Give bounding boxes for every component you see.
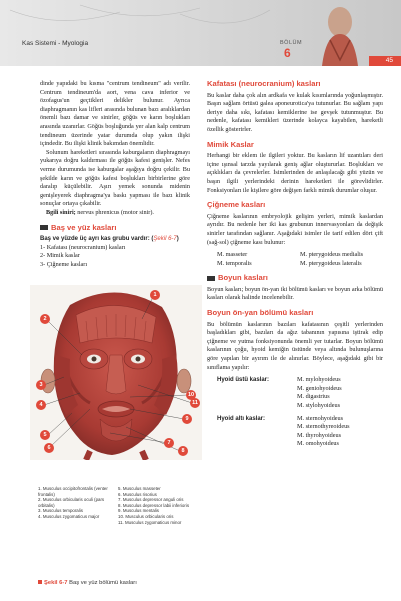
right-column [207, 80, 383, 449]
list-item: M. sternohyoideus [297, 414, 344, 422]
caption-figure-number: Şekil 6-7 [44, 580, 68, 586]
section-head-chewing: Çiğneme kasları [207, 200, 266, 210]
group-intro [40, 235, 190, 244]
list-item: M. mylohyoideus [297, 376, 341, 384]
header-anatomy-art [0, 0, 401, 66]
legend-item: 1. Musculus occipitofrontalis (venter frontalis) [38, 486, 108, 497]
section-head-neck-front: Boyun ön-yan bölümü kasları [207, 308, 314, 318]
callout-8: 8 [178, 446, 188, 456]
hyoid-bottom-label: Hyoid altı kaslar: [217, 415, 266, 422]
callout-10: 10 [187, 392, 195, 398]
list-item: M. digastrius [297, 393, 330, 401]
callout-4: 4 [36, 400, 46, 410]
list-item: M. pterygoideus medialis [300, 251, 364, 259]
list-item: M. pterygoideus lateralis [300, 259, 362, 267]
caption-text: Baş ve yüz bölümü kasları [67, 580, 137, 586]
list-item: M. thyrohyoideus [297, 431, 341, 439]
group-intro-end: ) [176, 236, 179, 243]
callout-5: 5 [40, 430, 50, 440]
header-title: Kas Sistemi - Myologia [22, 40, 89, 47]
mimic-text: Herhangi bir eklem ile ilgileri yoktur. Bu kasların lif uzantıları deri içine ışınsal tarzda yayılarak geniş ağlar oluştururlar. Boşlukları ve açıklıkları da çevrelerler. İsimlerinden de anlaşılacağı gibi yüzün ve başın ilgili yerlerindeki derinin hareketleri ile görevlidirler. Fonksiyonları ile kişilere göre değişen farklı mimik durumlar oluşur. [207, 152, 383, 194]
section-head-neck: Boyun kasları [207, 274, 383, 283]
legend-item: 4. Musculus zygomaticus major [38, 513, 100, 519]
page-header [0, 0, 401, 66]
section-head-mimic: Mimik Kaslar [207, 139, 254, 149]
page-number: 45 [385, 57, 393, 64]
callout-7: 7 [164, 438, 174, 448]
figure-ref-link[interactable]: Şekil 6-7 [153, 236, 177, 243]
section-head-neurocranium: Kafatası (neurocranium) kasları [207, 79, 321, 88]
face-muscles-figure [30, 285, 202, 460]
diaphragm-paragraph-2: Solunum hareketleri sırasında kaburgaların diaphragmayı yukarıya doğru kaldırması ile göğüs kafesi genişler. Nefes verme durumunda ise kaburgalar aşağıya doğru çekilir. Bu şekilde karın ve göğüs kafesi boşlukları birbirlerine göre daralıp küçülebilir. Aşırı yemek sonunda midenin genişleyerek diaphragma'ya baskı yapması ile bazı klinik sonuçlar ortaya çıkabilir. [40, 148, 190, 208]
legend-item: 9. Musculus mentalis [118, 508, 159, 514]
neck-text: Boyun kasları; boyun ön-yan iki bölümü kasları ve boyun arka bölümü kasları olarak halinde incelenebilir. [207, 285, 383, 302]
list-item: 2- Mimik kaslar [40, 252, 80, 260]
section-head-muscles: Baş ve yüz kasları [40, 224, 190, 233]
face-muscles-illustration [30, 285, 202, 460]
neck-front-text: Bu bölümün kaslarının bazıları kafatasının çeşitli yerlerinden başladıkları gibi, bazıları da ağız tabanının yapısına iştirak edip çiğneme ve yutma fonksiyonunda önemli yer tutarlar. Boyun bölümü kaslarının çoğu, hyoid kemiğin üstünde veya altında bulunuşlarına göre yapılan bir ayırım ile de alınırlar. Böylece, aşağıdaki gibi bir sınıflama yapılır: [207, 320, 383, 371]
legend-item: 6. Musculus risorius [118, 491, 157, 497]
chewing-muscle-list [217, 251, 383, 268]
callout-3: 3 [36, 380, 46, 390]
figure-caption [38, 580, 137, 586]
nerve-label: Bgili siniri; [46, 208, 76, 216]
caption-marker [38, 580, 42, 584]
list-item: M. sternothyreoideus [297, 423, 350, 431]
left-column [40, 80, 190, 269]
hyoid-bottom-group [207, 415, 383, 449]
legend-item: 5. Musculus masseter [118, 486, 161, 491]
hyoid-top-label: Hyoid üstü kaslar: [217, 377, 270, 384]
callout-9: 9 [182, 414, 192, 424]
figure-legend [38, 486, 198, 525]
legend-item: 8. Musculus depressor labii inferioris [118, 502, 190, 508]
legend-item: 2. Musculus orbicularis oculi (pars orbitalis) [38, 497, 105, 508]
list-item: M. stylohyoideus [297, 402, 340, 409]
list-item: M. omohyoideus [297, 440, 339, 448]
list-item: 3- Çiğneme kasları [40, 260, 88, 268]
callout-1: 1 [150, 290, 160, 300]
legend-item: 3. Musculus temporalis [38, 508, 83, 514]
nerve-line [40, 209, 190, 218]
diaphragm-paragraph-1: dinde yapıdaki bu kısma "centrum tendineum" adı verilir. Centrum tendineum'da aort, vena cava inferior ve özofagus'un geçtikleri delikler bulunur. Ayrıca diaphragmanın kas lifleri arasında bulunan bazı aralıklardan önemli bazı damar ve sinirler, göğüs ve karın boşlukları arasında uzanırlar. Göğüs boşluğunda yer alan kalp centrum tendineum üzerinde yatar durumda olup yakın ilişki içindedir. Bu ilişki klinik bakımdan önemlidir. [40, 80, 190, 148]
nerve-text: nervus phrenicus (motor sinir). [75, 208, 154, 216]
list-item: 1- Kafatası (neurocranium) kasları [40, 243, 126, 251]
callout-2: 2 [40, 314, 50, 324]
callout-6: 6 [44, 443, 54, 453]
group-intro-text: Baş ve yüzde üç ayrı kas grubu vardır: ( [40, 236, 154, 243]
chewing-text: Çiğneme kaslarının embryolojik gelişim yerleri, mimik kaslardan ayrıdır. Bu nedenle her iki kas grubunun innervasyonları da değişik sinirler tarafından sağlanır. Aşağıdaki isimler ile tarif edilen dört çift (sağ-sol) çiğneme kası bulunur: [207, 212, 383, 246]
legend-item: 7. Musculus depressor anguli oris [118, 497, 184, 503]
list-item: M. geniohyoideus [297, 384, 342, 392]
legend-item: 11. Musculus zygomaticus minor [118, 519, 182, 525]
list-item: M. masseter [217, 251, 248, 259]
callout-11: 11 [190, 398, 200, 408]
hyoid-top-group [207, 376, 383, 410]
legend-item: 10. Musculus orbicularis oris [118, 513, 174, 519]
neurocranium-text: Bu kaslar daha çok alın ardkafa ve kulak kısımlarında yoğunlaşmıştır. Başın sağlam örtüsü galea aponeurotica'ya tutunurlar. Bu sağlam yapı deriye daha sıkı, kafatası kemiklerine ise gevşek tutunmuştur. Bu nedenle, kafatası kemikleri üzerinde kolayca kayabilen, hareketli özellik gösterirler. [207, 91, 383, 133]
list-item: M. temporalis [217, 259, 252, 267]
chapter-label: BÖLÜM [280, 40, 303, 46]
chapter-number: 6 [284, 46, 291, 60]
